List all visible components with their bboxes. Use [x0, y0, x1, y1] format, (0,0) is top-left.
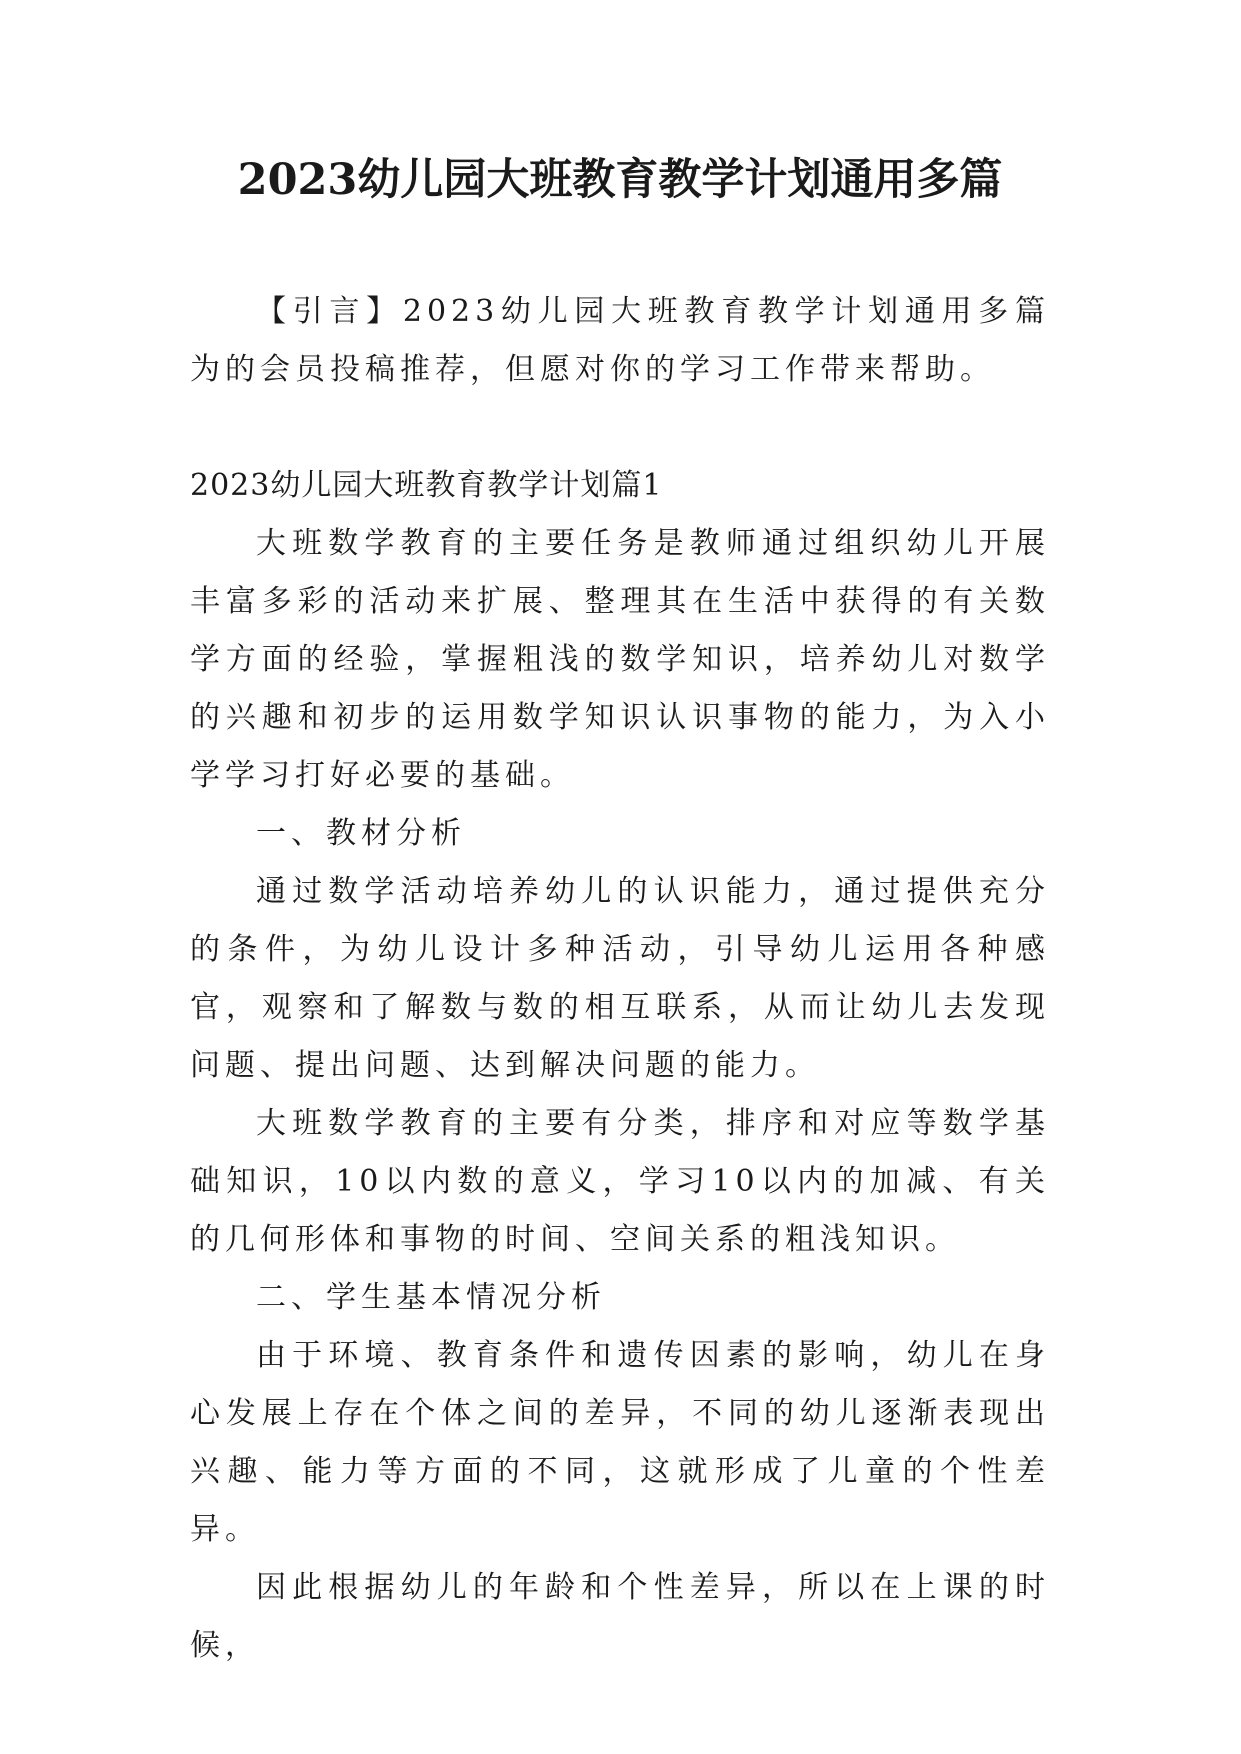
- section-title: 2023幼儿园大班教育教学计划篇1: [190, 468, 663, 503]
- document-body: [190, 283, 1050, 1675]
- body-paragraph: 由于环境、教育条件和遗传因素的影响，幼儿在身心发展上存在个体之间的差异，不同的幼儿逐渐表现出兴趣、能力等方面的不同，这就形成了儿童的个性差异。: [190, 1338, 1050, 1547]
- section-heading-students: 二、学生基本情况分析: [256, 1280, 606, 1315]
- body-paragraph: 大班数学教育的主要有分类，排序和对应等数学基础知识，10以内数的意义，学习10以内的加减、有关的几何形体和事物的时间、空间关系的粗浅知识。: [190, 1106, 1050, 1257]
- document-title: 2023幼儿园大班教育教学计划通用多篇: [237, 155, 1003, 205]
- intro-paragraph: 【引言】2023幼儿园大班教育教学计划通用多篇为的会员投稿推荐，但愿对你的学习工作带来帮助。: [190, 294, 1050, 387]
- body-paragraph: 通过数学活动培养幼儿的认识能力，通过提供充分的条件，为幼儿设计多种活动，引导幼儿运用各种感官，观察和了解数与数的相互联系，从而让幼儿去发现问题、提出问题、达到解决问题的能力。: [190, 874, 1050, 1083]
- body-paragraph: 大班数学教育的主要任务是教师通过组织幼儿开展丰富多彩的活动来扩展、整理其在生活中获得的有关数学方面的经验，掌握粗浅的数学知识，培养幼儿对数学的兴趣和初步的运用数学知识认识事物的能力，为入小学学习打好必要的基础。: [190, 526, 1050, 793]
- body-paragraph: 因此根据幼儿的年龄和个性差异，所以在上课的时候，: [190, 1570, 1050, 1663]
- section-heading-materials: 一、教材分析: [256, 816, 466, 851]
